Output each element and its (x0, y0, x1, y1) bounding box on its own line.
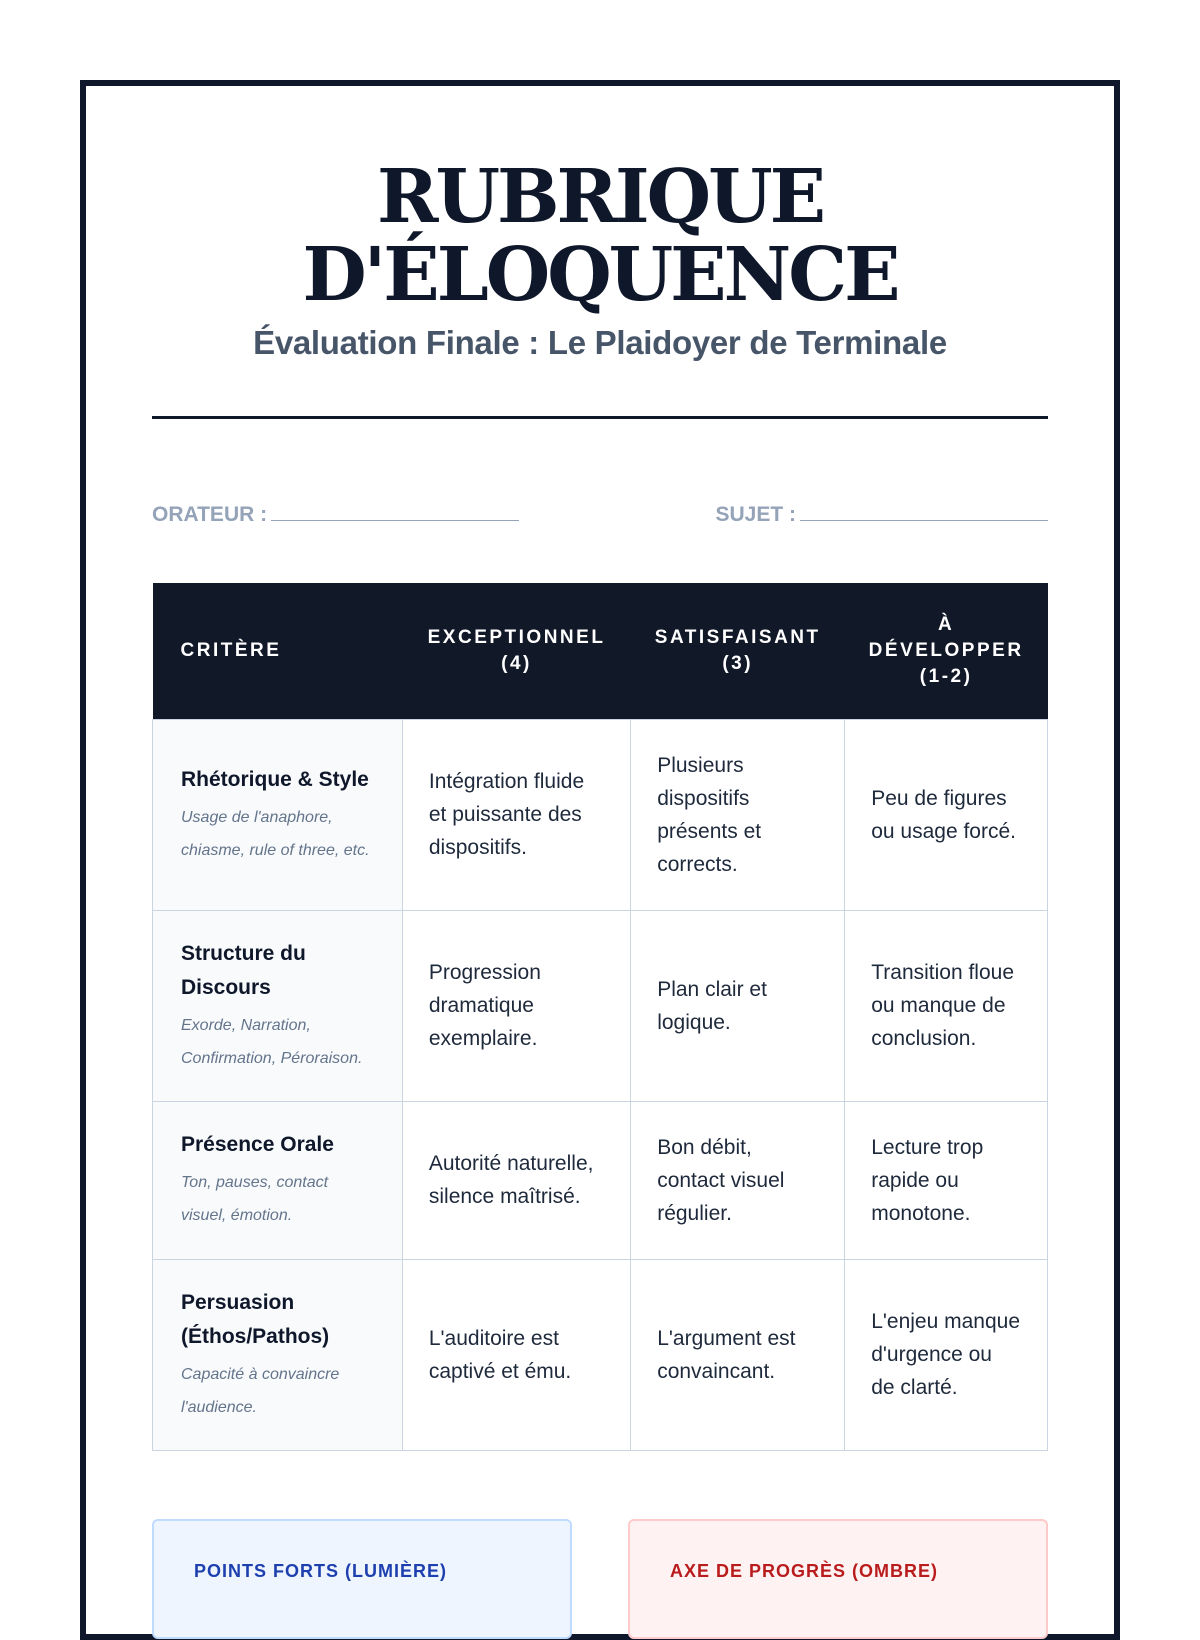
progress-label: AXE DE PROGRÈS (OMBRE) (670, 1560, 939, 1581)
strengths-box[interactable] (152, 1519, 572, 1639)
criterion-note: Capacité à convaincre l'audience. (181, 1365, 340, 1416)
feedback-boxes (152, 1519, 1048, 1639)
develop-cell: Lecture trop rapide ou monotone. (845, 1101, 1048, 1259)
satisfactory-cell: L'argument est convaincant. (631, 1259, 845, 1450)
criterion-name: Persuasion (Éthos/Pathos) (181, 1290, 330, 1348)
criterion-cell (153, 719, 403, 910)
page-subtitle: Évaluation Finale : Le Plaidoyer de Terminale (253, 324, 947, 361)
header-develop: À DÉVELOPPER (1-2) (845, 583, 1048, 719)
table-row (153, 719, 1048, 910)
satisfactory-cell: Plan clair et logique. (631, 910, 845, 1101)
develop-cell: L'enjeu manque d'urgence ou de clarté. (845, 1259, 1048, 1450)
satisfactory-cell: Bon débit, contact visuel régulier. (631, 1101, 845, 1259)
criterion-note: Exorde, Narration, Confirmation, Péroraison. (181, 1016, 363, 1067)
header-exceptional: EXCEPTIONNEL (4) (402, 583, 630, 719)
orator-field[interactable] (152, 503, 519, 527)
sheet-content (152, 86, 1048, 1639)
satisfactory-cell: Plusieurs dispositifs présents et corrects. (631, 719, 845, 910)
criterion-name: Structure du Discours (181, 941, 306, 999)
develop-cell: Peu de figures ou usage forcé. (845, 719, 1048, 910)
header-criterion: CRITÈRE (153, 583, 403, 719)
info-fields (152, 503, 1048, 527)
progress-box[interactable] (628, 1519, 1048, 1639)
title-line-2: D'ÉLOQUENCE (302, 232, 898, 318)
title-line-1: RUBRIQUE (376, 154, 824, 240)
table-row (153, 910, 1048, 1101)
criterion-name: Rhétorique & Style (181, 767, 369, 791)
rubric-sheet (80, 80, 1120, 1640)
exceptional-cell: Autorité naturelle, silence maîtrisé. (402, 1101, 630, 1259)
subject-label: SUJET : (715, 503, 796, 526)
table-row (153, 1259, 1048, 1450)
title-divider (152, 416, 1048, 419)
criterion-cell (153, 1101, 403, 1259)
header-satisfactory: SATISFAISANT (3) (631, 583, 845, 719)
table-header-row (153, 583, 1048, 719)
orator-label: ORATEUR : (152, 503, 268, 526)
rubric-table (152, 583, 1048, 1451)
table-row (153, 1101, 1048, 1259)
criterion-note: Usage de l'anaphore, chiasme, rule of three, etc. (181, 808, 370, 859)
exceptional-cell: Progression dramatique exemplaire. (402, 910, 630, 1101)
exceptional-cell: L'auditoire est captivé et ému. (402, 1259, 630, 1450)
criterion-name: Présence Orale (181, 1133, 334, 1156)
criterion-note: Ton, pauses, contact visuel, émotion. (181, 1174, 329, 1224)
develop-cell: Transition floue ou manque de conclusion. (845, 910, 1048, 1101)
page-title (152, 154, 1048, 318)
criterion-cell (153, 910, 403, 1101)
criterion-cell (153, 1259, 403, 1450)
strengths-label: POINTS FORTS (LUMIÈRE) (194, 1560, 447, 1581)
subject-blank-line[interactable] (800, 506, 1048, 521)
exceptional-cell: Intégration fluide et puissante des dispositifs. (402, 719, 630, 910)
orator-blank-line[interactable] (271, 506, 519, 521)
subject-field[interactable] (715, 503, 1048, 527)
